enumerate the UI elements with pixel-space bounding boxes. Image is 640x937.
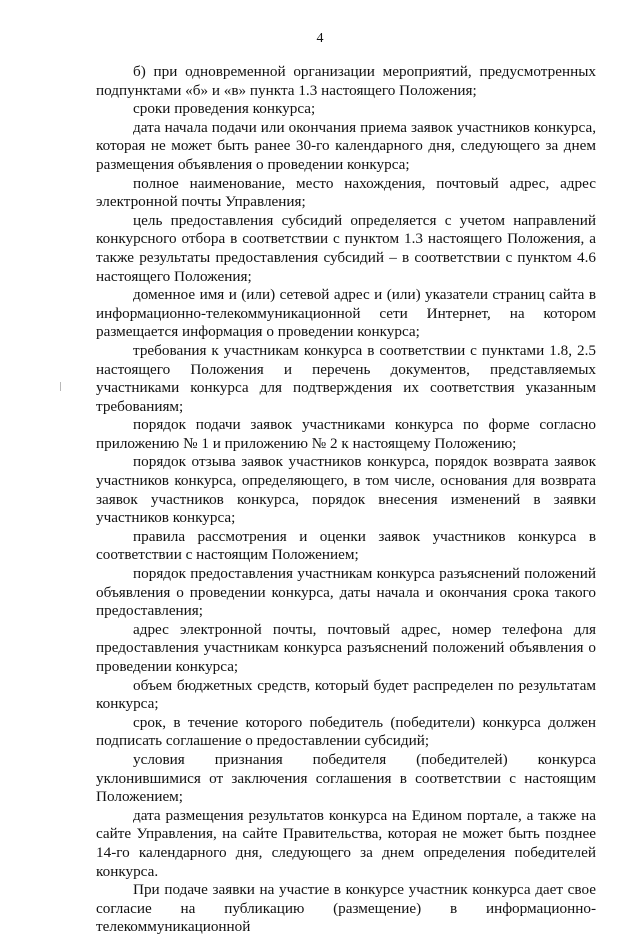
paragraph: При подаче заявки на участие в конкурсе участник конкурса дает свое согласие на публикацию (размещение) в информационно-телекоммуникационной xyxy=(96,881,596,936)
body-text xyxy=(96,63,596,937)
paragraph: объем бюджетных средств, который будет распределен по результатам конкурса; xyxy=(96,676,596,713)
paragraph: полное наименование, место нахождения, почтовый адрес, адрес электронной почты Управления; xyxy=(96,174,596,211)
page-number: 4 xyxy=(316,31,324,46)
paragraph: сроки проведения конкурса; xyxy=(133,100,316,118)
paragraph: дата начала подачи или окончания приема заявок участников конкурса, которая не может быть ранее 30-го календарного дня, следующего за днем размещения объявления о проведении конкурса; xyxy=(96,118,596,173)
paragraph: правила рассмотрения и оценки заявок участников конкурса в соответствии с настоящим Положением; xyxy=(96,527,596,564)
paragraph: срок, в течение которого победитель (победители) конкурса должен подписать соглашение о предоставлении субсидий; xyxy=(96,713,596,750)
paragraph: доменное имя и (или) сетевой адрес и (или) указатели страниц сайта в информационно-телекоммуникационной сети Интернет, на котором размещается информация о проведении конкурса; xyxy=(96,286,596,341)
paragraph: дата размещения результатов конкурса на Едином портале, а также на сайте Управления, на сайте Правительства, которая не может быть позднее 14-го календарного дня, следующего за днем определения победителей конкурса. xyxy=(96,806,596,880)
paragraph: б) при одновременной организации мероприятий, предусмотренных подпунктами «б» и «в» пункта 1.3 настоящего Положения; xyxy=(96,63,596,99)
paragraph: условия признания победителя (победителей) конкурса уклонившимися от заключения соглашения в соответствии с настоящим Положением; xyxy=(96,750,596,806)
paragraph: цель предоставления субсидий определяется с учетом направлений конкурсного отбора в соответствии с пунктом 1.3 настоящего Положения, а также результаты предоставления субсидий – в соответствии с пунктом 4.6 настоящего Положения; xyxy=(96,211,596,285)
paragraph: требования к участникам конкурса в соответствии с пунктами 1.8, 2.5 настоящего Положения и перечень документов, представляемых участниками конкурса для подтверждения их соответствия указанным требованиям; xyxy=(96,341,596,415)
margin-mark xyxy=(60,382,61,391)
paragraph: порядок подачи заявок участниками конкурса по форме согласно приложению № 1 и приложению № 2 к настоящему Положению; xyxy=(96,416,596,452)
paragraph: порядок отзыва заявок участников конкурса, порядок возврата заявок участников конкурса, определяющего, в том числе, основания для возврата заявок участников конкурса, порядок внесения изменений в заявки участников конкурса; xyxy=(96,453,596,527)
paragraph: адрес электронной почты, почтовый адрес, номер телефона для предоставления участникам конкурса разъяснений положений объявления о проведении конкурса; xyxy=(96,620,596,675)
paragraph: порядок предоставления участникам конкурса разъяснений положений объявления о проведении конкурса, даты начала и окончания срока такого предоставления; xyxy=(96,565,596,620)
